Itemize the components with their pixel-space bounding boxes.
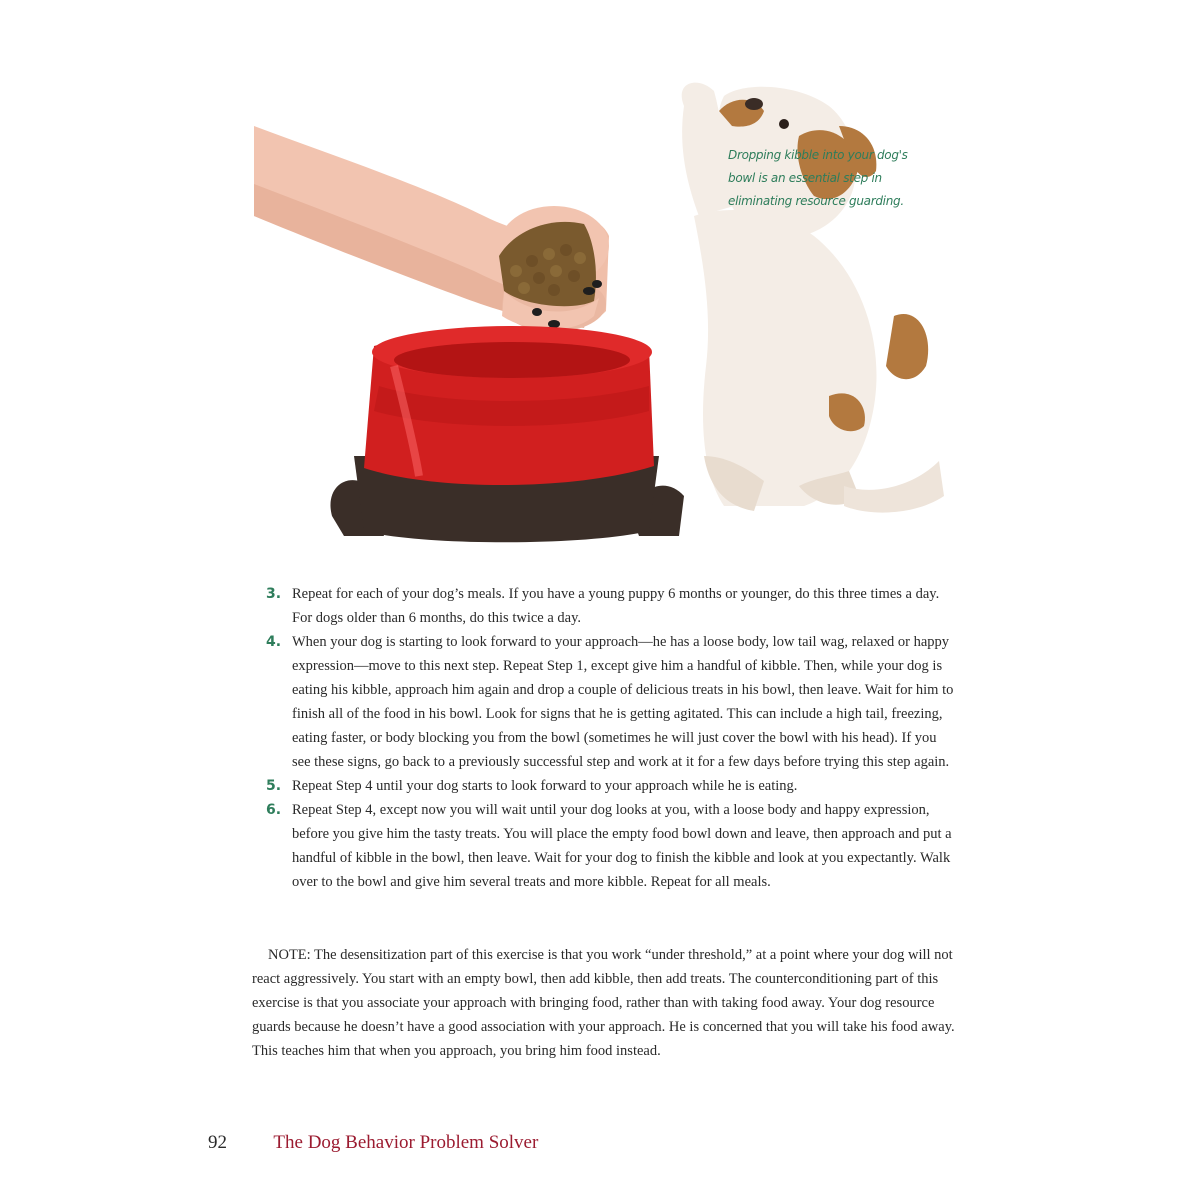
list-item: [258, 798, 958, 894]
red-dog-bowl: [330, 326, 684, 542]
list-item: [258, 630, 958, 774]
list-item: [258, 582, 958, 630]
page-number: 92: [208, 1132, 227, 1153]
photo-caption: Dropping kibble into your dog's bowl is an essential step in eliminating resource guarding.: [728, 148, 908, 208]
step-number: 4.: [266, 634, 282, 650]
step-text: Repeat Step 4, except now you will wait until your dog looks at you, with a loose body and happy expression, before you give him the tasty treats. You will place the empty food bowl down and leave, then approach and put a handful of kibble in the bowl, then leave. Wait for your dog to finish the kibble and look at you expectantly. Walk over to the bowl and give him several treats and more kibble. Repeat for all meals.: [292, 802, 952, 890]
step-list: [258, 582, 958, 894]
note-paragraph: NOTE: The desensitization part of this exercise is that you work “under threshold,” at a point where your dog will not react aggressively. You start with an empty bowl, then add kibble, then add treats. The counterconditioning part of this exercise is that you associate your approach with bringing food, rather than with taking food away. Your dog resource guards because he doesn’t have a good association with your approach. He is concerned that you will take his food away. This teaches him that when you approach, you bring him food instead.: [252, 947, 955, 1059]
step-number: 6.: [266, 802, 282, 818]
step-text: When your dog is starting to look forward to your approach—he has a loose body, low tail wag, relaxed or happy expression—move to this next step. Repeat Step 1, except give him a handful of kibble. Then, while your dog is eating his kibble, approach him again and drop a couple of delicious treats in his bowl, then leave. Wait for him to finish all of the food in his bowl. Look for signs that he is getting agitated. This can include a high tail, freezing, eating faster, or body blocking you from the bowl (sometimes he will just cover the bowl with his head). If you see these signs, go back to a previously successful step and work at it for a few days before trying this step again.: [292, 634, 954, 770]
hands-with-kibble: [254, 126, 609, 332]
book-title: The Dog Behavior Problem Solver: [273, 1132, 539, 1153]
step-text: Repeat for each of your dog’s meals. If you have a young puppy 6 months or younger, do this three times a day. For dogs older than 6 months, do this twice a day.: [292, 586, 940, 626]
list-item: [258, 774, 958, 798]
page-footer: [208, 1132, 538, 1154]
step-number: 5.: [266, 778, 282, 794]
kibble-photo: [254, 66, 948, 550]
step-number: 3.: [266, 586, 282, 602]
step-text: Repeat Step 4 until your dog starts to look forward to your approach while he is eating.: [292, 778, 798, 794]
